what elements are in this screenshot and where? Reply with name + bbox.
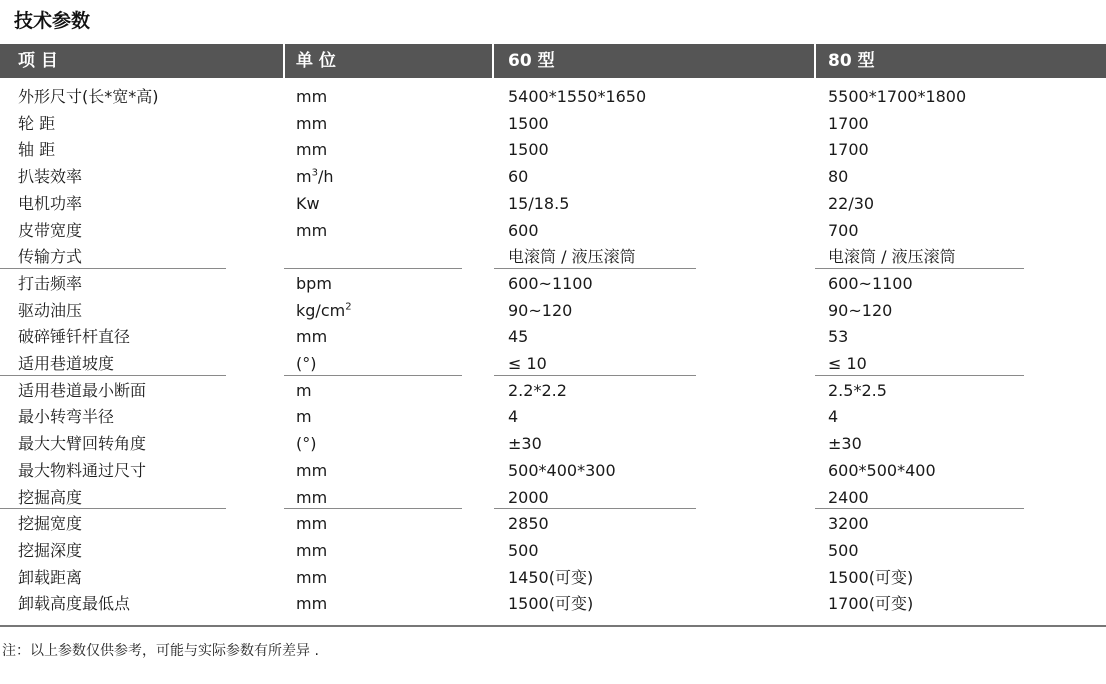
cell-item: 最大大臂回转角度 <box>18 434 147 454</box>
header-item: 项 目 <box>18 51 58 71</box>
cell-m80: ±30 <box>828 434 862 454</box>
cell-unit: mm <box>296 487 328 507</box>
cell-unit: (°) <box>296 434 317 454</box>
cell-m80: 53 <box>828 327 849 347</box>
cell-item: 挖掘宽度 <box>18 514 83 534</box>
cell-m60: 90~120 <box>508 300 573 320</box>
cell-item: 传输方式 <box>18 247 83 267</box>
cell-m80: 1700 <box>828 113 869 133</box>
group-divider <box>284 268 462 269</box>
cell-m80: 500 <box>828 540 859 560</box>
table-row <box>0 565 1106 592</box>
cell-m80: 2.5*2.5 <box>828 380 887 400</box>
cell-m60: 2850 <box>508 514 549 534</box>
cell-unit: mm <box>296 327 328 347</box>
group-divider <box>0 508 226 509</box>
header-model-80: 80 型 <box>828 51 875 71</box>
group-divider <box>0 268 226 269</box>
cell-m60: 15/18.5 <box>508 193 570 213</box>
table-row <box>0 538 1106 565</box>
cell-item: 电机功率 <box>18 193 83 213</box>
cell-unit: $m^3/h$ <box>296 167 334 187</box>
group-divider <box>494 268 696 269</box>
cell-unit: mm <box>296 220 328 240</box>
cell-m80: 5500*1700*1800 <box>828 87 967 106</box>
cell-unit: m <box>296 380 312 400</box>
group-divider <box>494 508 696 509</box>
table-row <box>0 191 1106 218</box>
cell-m80: 2400 <box>828 487 869 507</box>
cell-m60: 电滚筒 / 液压滚筒 <box>508 247 636 267</box>
cell-m60: ≤ 10 <box>508 354 547 373</box>
table-row <box>0 404 1106 431</box>
cell-unit: Kw <box>296 193 320 213</box>
cell-unit: mm <box>296 540 328 560</box>
cell-m60: 1500 <box>508 140 549 160</box>
header-separator <box>814 44 816 78</box>
cell-m60: 500 <box>508 540 539 560</box>
cell-unit: bpm <box>296 273 332 293</box>
header-separator <box>492 44 494 78</box>
cell-item: 外形尺寸(长*宽*高) <box>18 87 159 106</box>
table-row <box>0 244 1106 271</box>
cell-m80: 700 <box>828 220 859 240</box>
cell-unit: mm <box>296 140 328 160</box>
cell-item: 适用巷道坡度 <box>18 354 115 373</box>
page-title: 技术参数 <box>14 10 91 32</box>
cell-m80: 1500(可变) <box>828 567 914 587</box>
cell-item: 最小转弯半径 <box>18 407 115 427</box>
cell-item: 挖掘高度 <box>18 487 83 507</box>
table-row <box>0 271 1106 298</box>
cell-m60: ±30 <box>508 434 542 454</box>
cell-item: 轮 距 <box>18 113 56 133</box>
group-divider <box>284 508 462 509</box>
cell-item: 扒装效率 <box>18 167 83 187</box>
group-divider <box>284 375 462 376</box>
table-row <box>0 111 1106 138</box>
cell-m60: 1450(可变) <box>508 567 594 587</box>
header-separator <box>283 44 285 78</box>
cell-m80: 80 <box>828 167 849 187</box>
table-bottom-rule <box>0 625 1106 627</box>
table-row <box>0 324 1106 351</box>
table-row <box>0 511 1106 538</box>
cell-m80: 600*500*400 <box>828 460 936 480</box>
cell-unit: mm <box>296 514 328 534</box>
cell-m60: 4 <box>508 407 519 427</box>
cell-item: 皮带宽度 <box>18 220 83 240</box>
cell-item: 最大物料通过尺寸 <box>18 460 147 480</box>
footnote: 注：以上参数仅供参考，可能与实际参数有所差异 . <box>2 643 319 659</box>
cell-m60: 1500(可变) <box>508 594 594 614</box>
cell-m60: 600~1100 <box>508 273 593 293</box>
cell-unit: m <box>296 407 312 427</box>
cell-m60: 60 <box>508 167 529 187</box>
cell-unit: mm <box>296 460 328 480</box>
table-row <box>0 84 1106 111</box>
cell-m80: 22/30 <box>828 193 875 213</box>
cell-m80: 4 <box>828 407 839 427</box>
table-row <box>0 351 1106 378</box>
cell-item: 挖掘深度 <box>18 540 83 560</box>
cell-unit: mm <box>296 87 328 106</box>
group-divider <box>494 375 696 376</box>
cell-item: 驱动油压 <box>18 300 83 320</box>
group-divider <box>815 375 1024 376</box>
cell-item: 适用巷道最小断面 <box>18 380 147 400</box>
table-header <box>0 44 1106 78</box>
cell-m80: 1700 <box>828 140 869 160</box>
cell-m80: 600~1100 <box>828 273 913 293</box>
cell-m80: 电滚筒 / 液压滚筒 <box>828 247 956 267</box>
header-unit: 单 位 <box>296 51 336 71</box>
table-row <box>0 137 1106 164</box>
cell-unit: (°) <box>296 354 317 373</box>
cell-item: 打击频率 <box>18 273 83 293</box>
cell-m60: 2.2*2.2 <box>508 380 567 400</box>
cell-m60: 2000 <box>508 487 549 507</box>
table-row <box>0 378 1106 405</box>
cell-item: 轴 距 <box>18 140 56 160</box>
cell-m80: 90~120 <box>828 300 893 320</box>
cell-m60: 600 <box>508 220 539 240</box>
table-row <box>0 164 1106 191</box>
cell-m60: 500*400*300 <box>508 460 616 480</box>
cell-item: 卸载距离 <box>18 567 83 587</box>
cell-unit: mm <box>296 594 328 614</box>
header-model-60: 60 型 <box>508 51 555 71</box>
table-row <box>0 298 1106 325</box>
table-row <box>0 218 1106 245</box>
table-row <box>0 431 1106 458</box>
cell-item: 卸载高度最低点 <box>18 594 131 614</box>
table-row <box>0 591 1106 618</box>
cell-unit: mm <box>296 567 328 587</box>
cell-m60: 5400*1550*1650 <box>508 87 647 106</box>
cell-m80: ≤ 10 <box>828 354 867 373</box>
cell-unit: $kg/cm^2$ <box>296 300 352 320</box>
table-row <box>0 458 1106 485</box>
group-divider <box>0 375 226 376</box>
group-divider <box>815 508 1024 509</box>
cell-unit: mm <box>296 113 328 133</box>
cell-item: 破碎锤钎杆直径 <box>18 327 131 347</box>
cell-m80: 3200 <box>828 514 869 534</box>
cell-m60: 45 <box>508 327 529 347</box>
group-divider <box>815 268 1024 269</box>
cell-m60: 1500 <box>508 113 549 133</box>
cell-m80: 1700(可变) <box>828 594 914 614</box>
